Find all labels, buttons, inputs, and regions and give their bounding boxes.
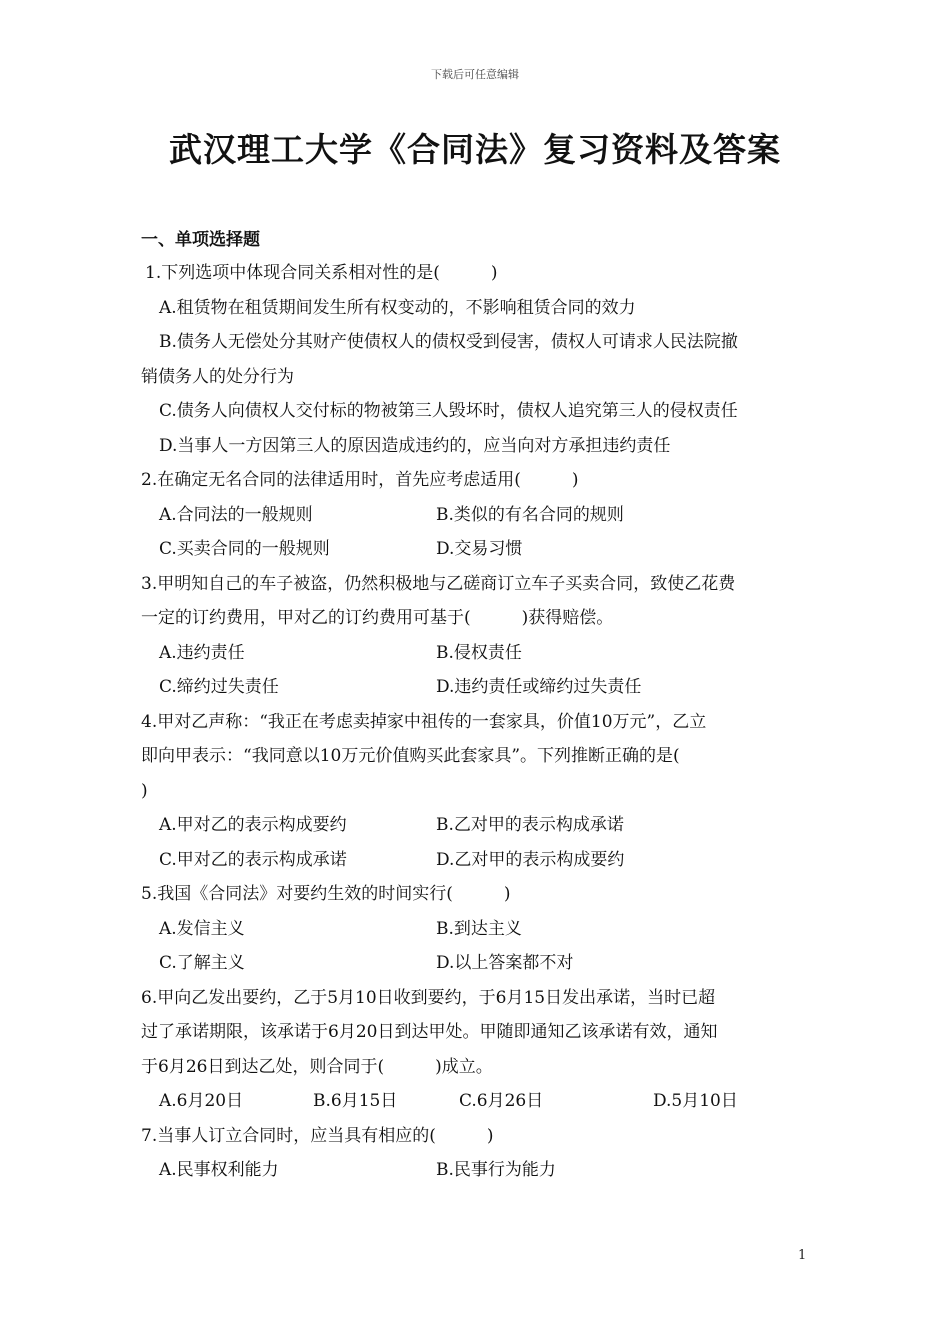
question-2-option-d: D.交易习惯 [436, 539, 523, 559]
question-6-option-a: A.6月20日 [159, 1091, 244, 1111]
question-2-stem: 2.在确定无名合同的法律适用时，首先应考虑适用( ) [141, 470, 579, 490]
question-4-option-c: C.甲对乙的表示构成承诺 [159, 849, 347, 870]
question-4-options-row-1 [141, 808, 813, 843]
question-3-option-b: B.侵权责任 [436, 642, 522, 663]
question-3-stem-continued: 一定的订约费用，甲对乙的订约费用可基于( )获得赔偿。 [141, 608, 614, 628]
question-1-option-a: A.租赁物在租赁期间发生所有权变动的，不影响租赁合同的效力 [159, 297, 636, 318]
question-1-option-d: D.当事人一方因第三人的原因造成违约的，应当向对方承担违约责任 [159, 435, 671, 456]
question-4-options-row-2 [141, 843, 813, 878]
question-5-option-d: D.以上答案都不对 [436, 953, 574, 973]
question-7-option-b: B.民事行为能力 [436, 1160, 556, 1180]
question-6-stem-end: 于6月26日到达乙处，则合同于( )成立。 [141, 1056, 493, 1077]
question-5-options-row-2 [141, 946, 813, 981]
question-5-options-row-1 [141, 912, 813, 947]
question-4 [141, 705, 813, 878]
document-body [141, 224, 813, 1188]
question-6-stem: 6.甲向乙发出要约，乙于5月10日收到要约，于6月15日发出承诺，当时已超 [141, 987, 716, 1008]
question-3-stem: 3.甲明知自己的车子被盗，仍然积极地与乙磋商订立车子买卖合同，致使乙花费 [141, 573, 736, 594]
question-5-option-c: C.了解主义 [159, 953, 245, 973]
question-4-stem: 4.甲对乙声称：“我正在考虑卖掉家中祖传的一套家具，价值10万元”，乙立 [141, 711, 707, 732]
question-6-option-d: D.5月10日 [653, 1091, 738, 1111]
question-3-option-a: A.违约责任 [159, 642, 245, 663]
document-title: 武汉理工大学《合同法》复习资料及答案 [169, 130, 781, 169]
question-1-stem: 1.下列选项中体现合同关系相对性的是( ) [145, 263, 498, 283]
question-6-stem-continued: 过了承诺期限，该承诺于6月20日到达甲处。甲随即通知乙该承诺有效，通知 [141, 1022, 718, 1042]
question-4-stem-continued: 即向甲表示：“我同意以10万元价值购买此套家具”。下列推断正确的是( [141, 746, 680, 766]
question-6-option-c: C.6月26日 [459, 1091, 544, 1111]
question-2-option-c: C.买卖合同的一般规则 [159, 539, 330, 559]
question-4-option-b: B.乙对甲的表示构成承诺 [436, 815, 624, 835]
question-5-stem: 5.我国《合同法》对要约生效的时间实行( ) [141, 884, 511, 904]
question-2-options-row-1 [141, 498, 813, 533]
question-7-stem: 7.当事人订立合同时，应当具有相应的( ) [141, 1125, 494, 1146]
question-3-option-c: C.缔约过失责任 [159, 677, 279, 697]
question-2-options-row-2 [141, 532, 813, 567]
question-3-options-row-2 [141, 670, 813, 705]
page-number: 1 [798, 1248, 807, 1263]
question-7-option-a: A.民事权利能力 [159, 1160, 279, 1180]
question-5-option-a: A.发信主义 [159, 918, 245, 939]
question-2 [141, 463, 813, 567]
question-6-option-b: B.6月15日 [313, 1091, 398, 1111]
page-header: 下载后可任意编辑 [431, 68, 519, 81]
question-2-option-b: B.类似的有名合同的规则 [436, 504, 624, 525]
question-3-option-d: D.违约责任或缔约过失责任 [436, 677, 642, 697]
question-7 [141, 1119, 813, 1188]
question-4-option-d: D.乙对甲的表示构成要约 [436, 849, 625, 870]
question-3-options-row-1 [141, 636, 813, 671]
question-4-option-a: A.甲对乙的表示构成要约 [159, 815, 347, 835]
question-3 [141, 567, 813, 705]
question-5-option-b: B.到达主义 [436, 918, 522, 939]
question-6 [141, 981, 813, 1119]
section-heading: 一、单项选择题 [141, 230, 260, 250]
question-6-options-row [141, 1084, 813, 1119]
question-1 [141, 256, 813, 463]
question-2-option-a: A.合同法的一般规则 [159, 504, 313, 525]
question-1-option-b: B.债务人无偿处分其财产使债权人的债权受到侵害，债权人可请求人民法院撤 [159, 332, 738, 352]
question-5 [141, 877, 813, 981]
question-1-option-c: C.债务人向债权人交付标的物被第三人毁坏时，债权人追究第三人的侵权责任 [159, 401, 738, 421]
question-7-options-row-1 [141, 1153, 813, 1188]
question-1-option-b-continued: 销债务人的处分行为 [141, 366, 294, 387]
question-4-stem-end: ) [141, 780, 148, 801]
